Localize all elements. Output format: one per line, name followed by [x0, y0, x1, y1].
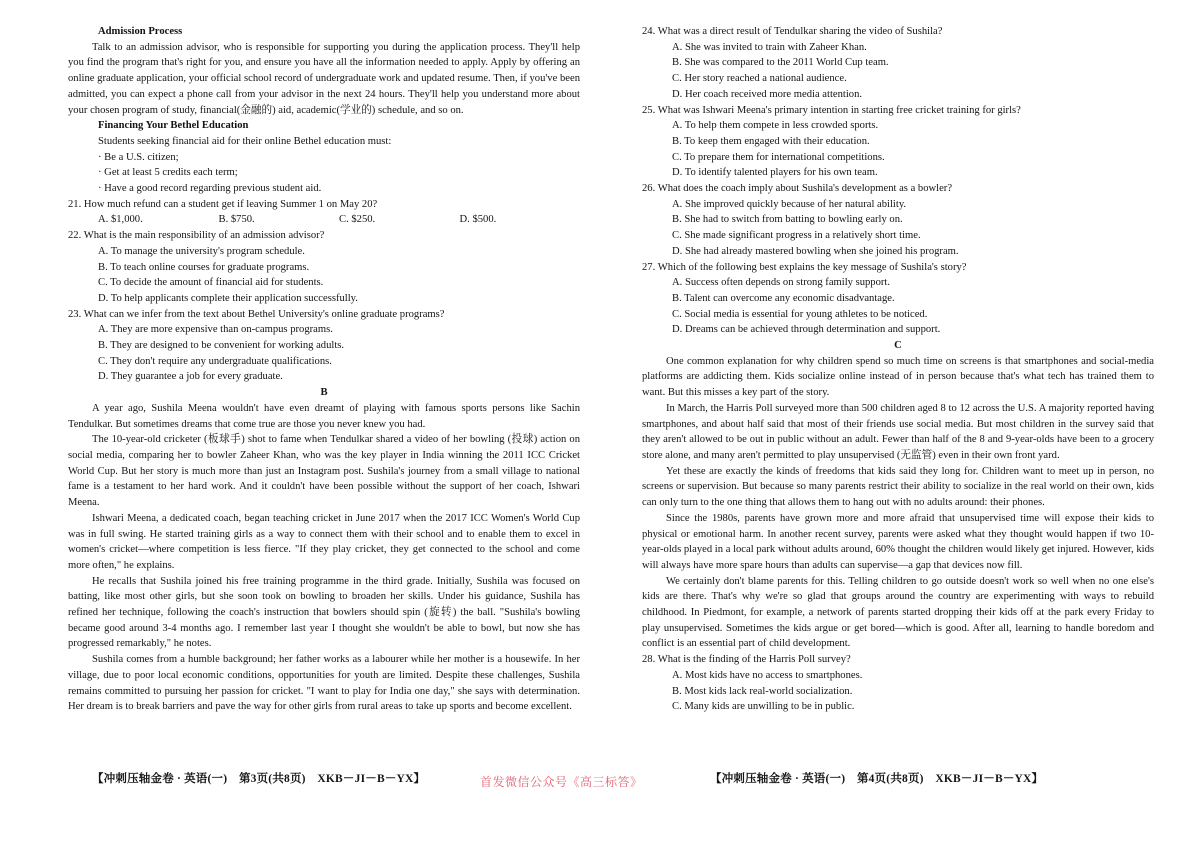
q26-option-b: B. She had to switch from batting to bowling early on.: [672, 214, 903, 226]
financing-bullet: · Have a good record regarding previous student aid.: [98, 183, 322, 195]
admission-heading: Admission Process: [98, 26, 183, 37]
q28-option-a: A. Most kids have no access to smartphones.: [672, 669, 863, 681]
financing-bullet: · Get at least 5 credits each term;: [98, 167, 238, 179]
section-b-heading: B: [320, 387, 328, 399]
passage-c-paragraph: One common explanation for why children spend so much time on screens is that smartphones and social-media platforms are addicting them. Kids socialize online instead of in person because that's what tech has trained them to want. But this misses a key part of the story.: [642, 355, 1154, 399]
question-26-stem: 26. What does the coach imply about Sushila's development as a bowler?: [642, 183, 953, 195]
q26-option-c: C. She made significant progress in a relatively short time.: [672, 230, 921, 242]
q21-option-d: D. $500.: [459, 214, 497, 226]
q24-option-c: C. Her story reached a national audience.: [672, 73, 847, 85]
q26-option-d: D. She had already mastered bowling when she joined his program.: [672, 245, 959, 257]
q27-option-c: C. Social media is essential for young athletes to be noticed.: [672, 308, 928, 320]
q24-option-a: A. She was invited to train with Zaheer Khan.: [672, 41, 867, 53]
q25-option-c: C. To prepare them for international competitions.: [672, 151, 885, 163]
q27-option-d: D. Dreams can be achieved through determination and support.: [672, 324, 941, 336]
q26-option-a: A. She improved quickly because of her natural ability.: [672, 198, 907, 210]
q24-option-b: B. She was compared to the 2011 World Cup team.: [672, 57, 889, 69]
passage-b-paragraph: Sushila comes from a humble background; her father works as a labourer while her mother is a housewife. In her village, due to poor local economic conditions, opportunities for youth are limited. Despite these challenges, Sushila remains committed to pursuing her passion for cricket. "I want to play for India one day," she says with determination. Her dream is to break barriers and pave the way for other girls from rural areas to take up sports and become excellent.: [68, 654, 580, 713]
q23-option-d: D. They guarantee a job for every graduate.: [98, 371, 283, 383]
right-page-column: [642, 24, 1154, 715]
q25-option-d: D. To identify talented players for his own team.: [672, 167, 878, 179]
q28-option-c: C. Many kids are unwilling to be in public.: [672, 701, 855, 713]
financing-intro: Students seeking financial aid for their online Bethel education must:: [98, 135, 392, 147]
question-28-stem: 28. What is the finding of the Harris Poll survey?: [642, 654, 851, 666]
q25-option-a: A. To help them compete in less crowded sports.: [672, 120, 879, 132]
passage-c-paragraph: We certainly don't blame parents for this. Telling children to go outside doesn't work so well when no one else's kids are there. That's why we're so glad that groups around the country are experimenting with ways to rebuild childhood. In Piedmont, for example, a network of parents started dropping their kids off at the park every Friday to play unsupervised. Sometimes the kids argue or get bored—which is good. After all, learning to handle boredom and conflict is an essential part of child development.: [642, 575, 1154, 650]
question-22-stem: 22. What is the main responsibility of an admission advisor?: [68, 230, 325, 242]
passage-b-paragraph: He recalls that Sushila joined his free training programme in the third grade. Initially, Sushila was focused on batting, like most other girls, but she soon took on bowling to broaden her skills. Under his guidance, Sushila has refined her technique, following the coach's instruction that bowlers should spin (旋转) the ball. "Sushila's bowling became good around 3-4 months ago. I remember last year I thought she wouldn't be able to bowl, but now she has progressed remarkably," he notes.: [68, 575, 580, 650]
question-21-stem: 21. How much refund can a student get if leaving Summer 1 on May 20?: [68, 198, 378, 210]
left-page-column: [68, 24, 580, 715]
question-23-stem: 23. What can we infer from the text about Bethel University's online graduate programs?: [68, 308, 445, 320]
q22-option-b: B. To teach online courses for graduate programs.: [98, 261, 310, 273]
q22-option-d: D. To help applicants complete their application successfully.: [98, 292, 358, 304]
q24-option-d: D. Her coach received more media attention.: [672, 88, 863, 100]
question-21-options: [68, 212, 580, 228]
passage-c-paragraph: Yet these are exactly the kinds of freedoms that kids said they long for. Children want to meet up in person, no screens or supervision. But because so many parents restrict their ability to socialize in the real world on their own, kids can only turn to the one thing that allows them to hang out with no adults around: their phones.: [642, 465, 1154, 509]
q23-option-a: A. They are more expensive than on-campus programs.: [98, 324, 333, 336]
q28-option-b: B. Most kids lack real-world socialization.: [672, 685, 853, 697]
passage-c-paragraph: In March, the Harris Poll surveyed more than 500 children aged 8 to 12 across the U.S. A majority reported having smartphones, and about half said that most of their friends use social media. But most children in the survey said that they aren't allowed to be out in public without an adult. Fewer than half of the 8 and 9-year-olds have been to a grocery store alone, and many aren't permitted to play unsupervised (无监管) even in their own front yard.: [642, 402, 1154, 461]
q23-option-c: C. They don't require any undergraduate qualifications.: [98, 355, 332, 367]
q25-option-b: B. To keep them engaged with their education.: [672, 135, 870, 147]
passage-b-paragraph: A year ago, Sushila Meena wouldn't have even dreamt of playing with famous sports persons like Sachin Tendulkar. But sometimes dreams that come true are those you never knew you had.: [68, 402, 580, 430]
watermark-text: 首发微信公众号《高三标答》: [480, 775, 643, 789]
q23-option-b: B. They are designed to be convenient for working adults.: [98, 340, 345, 352]
q27-option-b: B. Talent can overcome any economic disadvantage.: [672, 292, 895, 304]
q21-option-a: A. $1,000.: [98, 214, 143, 226]
q22-option-c: C. To decide the amount of financial aid for students.: [98, 277, 324, 289]
q21-option-b: B. $750.: [218, 214, 255, 226]
passage-c-paragraph: Since the 1980s, parents have grown more and more afraid that unsupervised time will expose their kids to physical or emotional harm. In another recent survey, parents were asked what they thought would happen if two 10-year-olds played in a local park without adults around, 60% thought the children would likely get injured. However, kids will always have more spare hours than adults can supervise—a gap that devices now fill.: [642, 512, 1154, 571]
question-24-stem: 24. What was a direct result of Tendulkar sharing the video of Sushila?: [642, 26, 943, 37]
q22-option-a: A. To manage the university's program schedule.: [98, 245, 305, 257]
financing-heading: Financing Your Bethel Education: [98, 120, 249, 132]
question-27-stem: 27. Which of the following best explains the key message of Sushila's story?: [642, 261, 967, 273]
passage-b-paragraph: Ishwari Meena, a dedicated coach, began teaching cricket in June 2017 when the 2017 ICC Women's World Cup was in full swing. He started training girls as a way to connect them with their school and to enable them to excel in women's cricket—where competition is less fierce. "If they play cricket, they get connected to the school and come more often," he explains.: [68, 512, 580, 571]
page-footer-right: 【冲刺压轴金卷 · 英语(一) 第4页(共8页) XKB－JI－B－YX】: [710, 773, 1044, 785]
q21-option-c: C. $250.: [339, 214, 376, 226]
page-footer-left: 【冲刺压轴金卷 · 英语(一) 第3页(共8页) XKB－JI－B－YX】: [92, 773, 426, 785]
q27-option-a: A. Success often depends on strong family support.: [672, 277, 891, 289]
question-25-stem: 25. What was Ishwari Meena's primary intention in starting free cricket training for girls?: [642, 104, 1021, 116]
financing-bullet: · Be a U.S. citizen;: [98, 151, 179, 163]
section-c-heading: C: [894, 340, 902, 352]
admission-paragraph: Talk to an admission advisor, who is responsible for supporting you during the application process. They'll help you find the program that's right for you, and ensure you have all the information needed to apply. Apply by offering an online graduate application, your official school record of undergraduate work and updated resume. Then, if you've been admitted, you can expect a phone call from your advisor in the next 24 hours. They'll help you understand more about your chosen program of study, financial(金融的) aid, academic(学业的) schedule, and so on.: [68, 41, 580, 116]
passage-b-paragraph: The 10-year-old cricketer (板球手) shot to fame when Tendulkar shared a video of her bowling (投球) action on social media, comparing her to bowler Zaheer Khan, who was the key player in India winning the 2011 ICC Cricket World Cup. But her story is much more than just an Instagram post. Sushila's journey from a small village to national fame is a testament to her hard work. And it couldn't have been possible without the support of her coach, Ishwari Meena.: [68, 434, 580, 509]
